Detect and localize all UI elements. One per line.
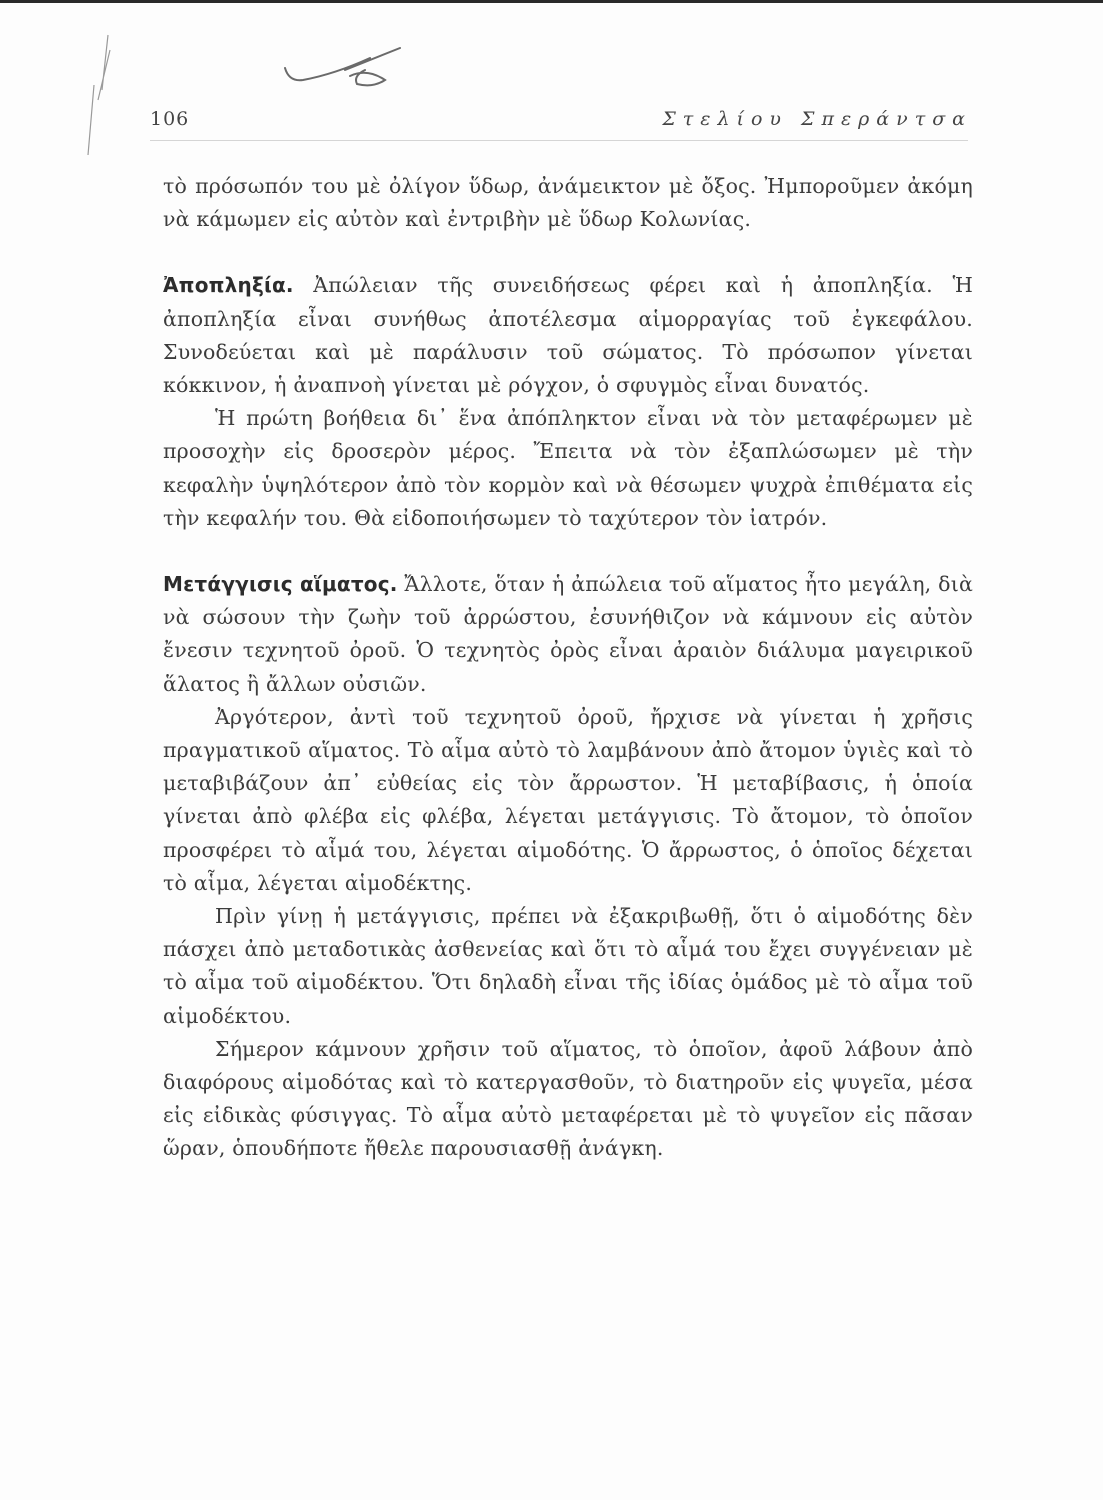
pencil-scratch-mark (80, 30, 120, 160)
running-title: Στελίου Σπεράντσα (662, 108, 972, 130)
paragraph-text: Ἀργότερον, ἀντὶ τοῦ τεχνητοῦ ὀροῦ, ἤρχισε νὰ γίνεται ἡ χρῆσις πραγματικοῦ αἵματος. Τὸ αἷμα αὐτὸ τὸ λαμβάνουν ἀπὸ ἄτομον ὑγιὲς καὶ τὸ μεταβιβάζουν ἀπ᾿ εὐθείας εἰς τὸν ἄρρωστον. Ἡ μεταβίβασις, ἡ ὁποία γίνεται ἀπὸ φλέβα εἰς φλέβα, λέγεται μετάγγισις. Τὸ ἄτομον, τὸ ὁποῖον προσφέρει τὸ αἷμά του, λέγεται αἱμοδότης. Ὁ ἄρρωστος, ὁ ὁποῖος δέχεται τὸ αἷμα, λέγεται αἱμοδέκτης. (163, 704, 973, 895)
handwritten-pencil-mark (275, 40, 405, 100)
paragraph (163, 170, 973, 236)
scan-edge (0, 0, 1103, 3)
paragraph-apoplexy (163, 269, 973, 402)
paragraph (163, 402, 973, 535)
paragraph-transfusion (163, 568, 973, 701)
section-heading-transfusion: Μετάγγισις αἵματος. (163, 572, 398, 597)
section-heading-apoplexy: Ἀποπληξία. (163, 273, 294, 298)
paragraph-text: Ἡ πρώτη βοήθεια δι᾿ ἕνα ἀπόπληκτον εἶναι νὰ τὸν μεταφέρωμεν μὲ προσοχὴν εἰς δροσερὸν μέρος. Ἔπειτα νὰ τὸν ἐξαπλώσωμεν μὲ τὴν κεφαλὴν ὑψηλότερον ἀπὸ τὸν κορμὸν καὶ νὰ θέσωμεν ψυχρὰ ἐπιθέματα εἰς τὴν κεφαλήν του. Θὰ εἰδοποιήσωμεν τὸ ταχύτερον τὸν ἰατρόν. (163, 406, 973, 530)
header-rule (150, 140, 968, 141)
paragraph-text: Πρὶν γίνῃ ἡ μετάγγισις, πρέπει νὰ ἐξακριβωθῇ, ὅτι ὁ αἱμοδότης δὲν πάσχει ἀπὸ μεταδοτικὰς ἀσθενείας καὶ ὅτι τὸ αἷμά του ἔχει συγγένειαν μὲ τὸ αἷμα τοῦ αἱμοδέκτου. Ὅτι δηλαδὴ εἶναι τῆς ἰδίας ὁμάδος μὲ τὸ αἷμα τοῦ αἱμοδέκτου. (163, 904, 973, 1028)
running-header (150, 108, 972, 138)
paragraph-text: τὸ πρόσωπόν του μὲ ὀλίγον ὕδωρ, ἀνάμεικτον μὲ ὄξος. Ἠμποροῦμεν ἀκόμη νὰ κάμωμεν εἰς αὐτὸν καὶ ἐντριβὴν μὲ ὕδωρ Κολωνίας. (163, 174, 973, 232)
paragraph-text: Ἀπώλειαν τῆς συνειδήσεως φέρει καὶ ἡ ἀποπληξία. Ἡ ἀποπληξία εἶναι συνήθως ἀποτέλεσμα αἱμορραγίας τοῦ ἐγκεφάλου. Συνοδεύεται καὶ μὲ παράλυσιν τοῦ σώματος. Τὸ πρόσωπον γίνεται κόκκινον, ἡ ἀναπνοὴ γίνεται μὲ ρόγχον, ὁ σφυγμὸς εἶναι δυνατός. (163, 273, 973, 398)
page-number: 106 (150, 108, 190, 130)
paragraph (163, 1033, 973, 1166)
paragraph (163, 900, 973, 1033)
body-text (163, 170, 973, 1166)
paragraph-text: Σήμερον κάμνουν χρῆσιν τοῦ αἵματος, τὸ ὁποῖον, ἀφοῦ λάβουν ἀπὸ διαφόρους αἱμοδότας καὶ τὸ κατεργασθοῦν, τὸ διατηροῦν εἰς ψυγεῖα, μέσα εἰς εἰδικὰς φύσιγγας. Τὸ αἷμα αὐτὸ μεταφέρεται μὲ τὸ ψυγεῖον εἰς πᾶσαν ὥραν, ὁπουδήποτε ἤθελε παρουσιασθῇ ἀνάγκη. (163, 1036, 973, 1161)
paragraph (163, 701, 973, 900)
paragraph-text: Ἄλλοτε, ὅταν ἡ ἀπώλεια τοῦ αἵματος ἦτο μεγάλη, διὰ νὰ σώσουν τὴν ζωὴν τοῦ ἀρρώστου, ἐσυνήθιζον νὰ κάμνουν εἰς αὐτὸν ἔνεσιν τεχνητοῦ ὀροῦ. Ὁ τεχνητὸς ὀρὸς εἶναι ἀραιὸν διάλυμα μαγειρικοῦ ἅλατος ἢ ἄλλων οὐσιῶν. (163, 572, 973, 696)
